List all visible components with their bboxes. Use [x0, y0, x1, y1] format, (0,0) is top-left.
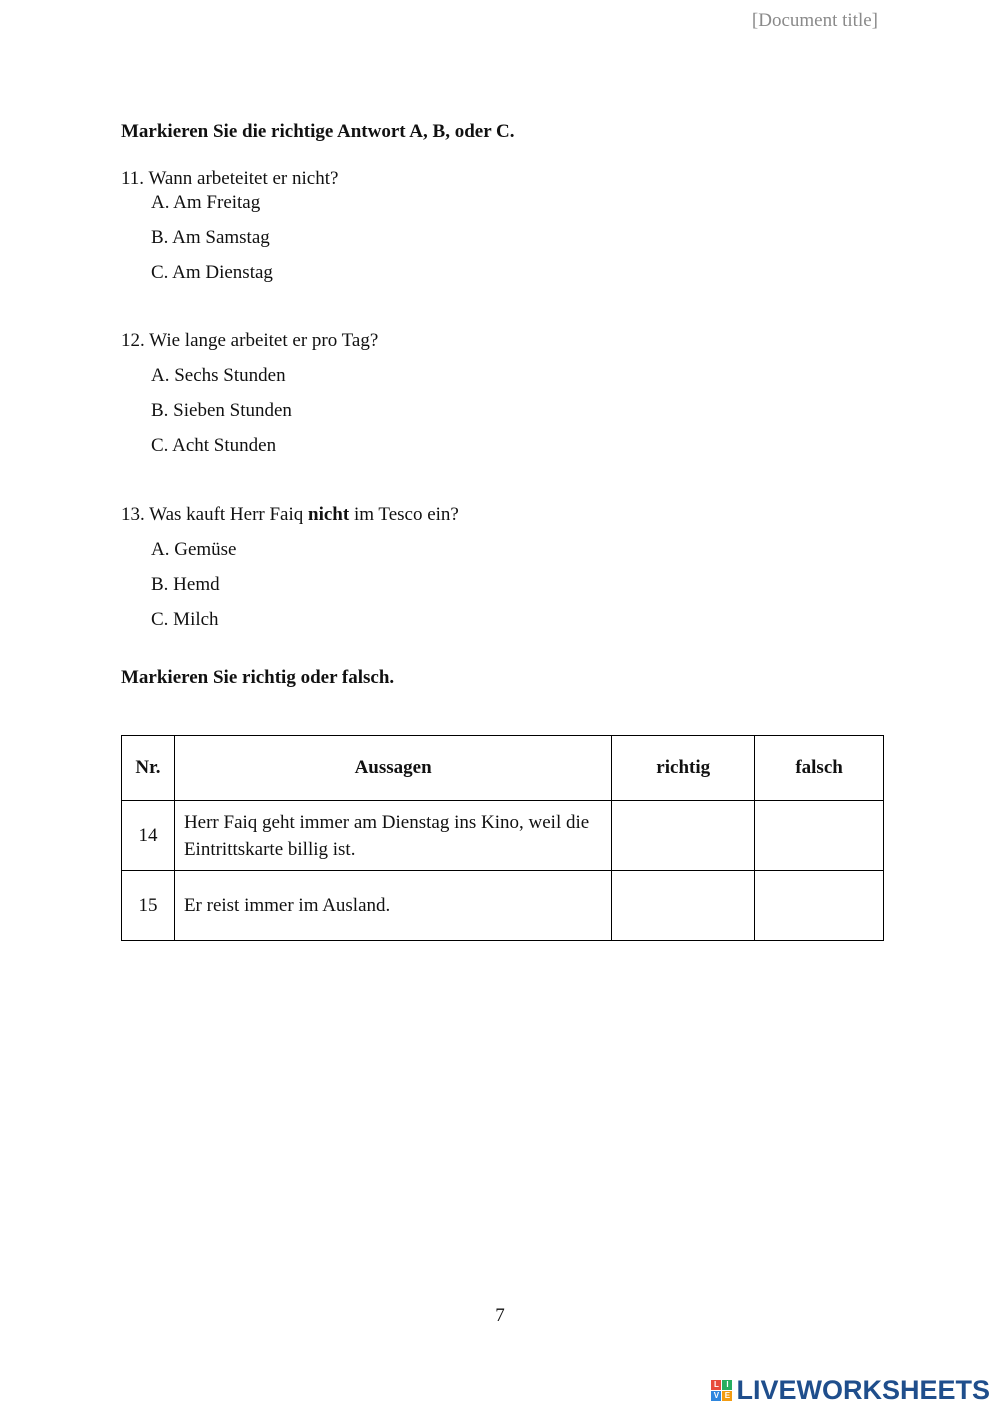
table-header-row: [122, 736, 884, 801]
question-text: [121, 503, 459, 527]
row-statement: Herr Faiq geht immer am Dienstag ins Kino, weil die Eintrittskarte billig ist.: [174, 801, 611, 871]
answer-option-c[interactable]: C. Milch: [151, 609, 219, 630]
false-answer-cell[interactable]: [755, 871, 884, 941]
column-header-false: falsch: [755, 736, 884, 801]
logo-tile: I: [722, 1380, 732, 1390]
table-row: [122, 801, 884, 871]
true-answer-cell[interactable]: [612, 871, 755, 941]
document-title: [Document title]: [751, 10, 878, 31]
column-header-nr: Nr.: [122, 736, 175, 801]
answer-option-a[interactable]: A. Sechs Stunden: [151, 365, 286, 386]
question-text-end: im Tesco ein?: [349, 504, 459, 525]
question-11: [121, 167, 338, 285]
question-text: 11. Wann arbeteitet er nicht?: [121, 168, 339, 189]
liveworksheets-logo[interactable]: [711, 1375, 990, 1406]
answer-option-b[interactable]: B. Am Samstag: [151, 227, 270, 248]
logo-tile: L: [711, 1380, 721, 1390]
answer-option-c[interactable]: C. Acht Stunden: [151, 435, 277, 456]
liveworksheets-icon: [711, 1380, 732, 1401]
question-12: [121, 329, 378, 458]
answer-option-a[interactable]: A. Am Freitag: [151, 192, 261, 213]
row-statement: Er reist immer im Ausland.: [174, 871, 611, 941]
page-number: 7: [495, 1305, 505, 1326]
answer-option-b[interactable]: B. Sieben Stunden: [151, 400, 292, 421]
true-answer-cell[interactable]: [612, 801, 755, 871]
answer-option-c[interactable]: C. Am Dienstag: [151, 262, 273, 283]
logo-tile: V: [711, 1391, 721, 1401]
question-13: [121, 503, 459, 632]
logo-tile: E: [722, 1391, 732, 1401]
answer-option-a[interactable]: A. Gemüse: [151, 539, 237, 560]
column-header-statements: Aussagen: [174, 736, 611, 801]
column-header-true: richtig: [612, 736, 755, 801]
row-number: 14: [122, 801, 175, 871]
true-false-table: [121, 735, 884, 941]
table-row: [122, 871, 884, 941]
question-text-start: 13. Was kauft Herr Faiq: [121, 504, 309, 525]
answer-option-b[interactable]: B. Hemd: [151, 574, 220, 595]
question-text: 12. Wie lange arbeitet er pro Tag?: [121, 330, 379, 351]
row-number: 15: [122, 871, 175, 941]
section-heading-true-false: Markieren Sie richtig oder falsch.: [121, 667, 395, 688]
false-answer-cell[interactable]: [755, 801, 884, 871]
question-text-emphasis: nicht: [308, 504, 350, 525]
liveworksheets-wordmark: LIVEWORKSHEETS: [736, 1375, 990, 1405]
section-heading-multiple-choice: Markieren Sie die richtige Antwort A, B, oder C.: [121, 121, 515, 142]
